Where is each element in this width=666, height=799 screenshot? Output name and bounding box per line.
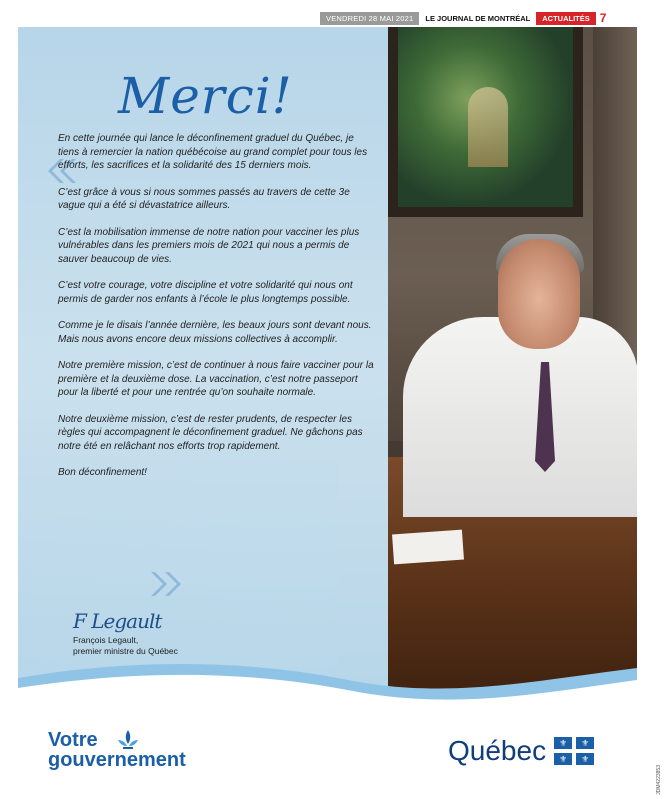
man-shirt [403, 317, 637, 517]
quebec-logo [448, 735, 594, 767]
header-date: VENDREDI 28 MAI 2021 [320, 12, 419, 25]
quebec-wordmark: Québec [448, 735, 547, 766]
message-panel [18, 27, 388, 717]
handwritten-signature: F Legault [73, 609, 162, 633]
quebec-flag-icon: ⚜ ⚜ ⚜ ⚜ [554, 737, 594, 765]
header-journal: LE JOURNAL DE MONTRÉAL [419, 12, 536, 25]
ad-code: JDM4223853 [656, 765, 662, 795]
painting [398, 27, 573, 207]
signer-title: premier ministre du Québec [73, 646, 178, 656]
logo-line-1: Votre [48, 729, 98, 751]
paragraph-5: Comme je le disais l’année dernière, les beaux jours sont devant nous. Mais nous avons encore deux missions collectives à accomplir. [58, 320, 372, 345]
paragraph-3: C’est la mobilisation immense de notre nation pour vacciner les plus vulnérables dans les premiers mois de 2021 qui nous a permis de sauver beaucoup de vies. [58, 226, 360, 265]
paragraph-7: Notre deuxième mission, c’est de rester prudents, de respecter les règles qui accompagnent le déconfinement graduel. Ne gâchons pas notre été en relâchant nos efforts trop rapidement. [58, 413, 363, 452]
votre-gouvernement-logo [48, 730, 186, 770]
fleur-de-lis-icon [116, 730, 140, 752]
desk-paper [392, 530, 464, 565]
page-header [320, 12, 640, 25]
paragraph-6: Notre première mission, c’est de continuer à nous faire vacciner pour la première et la deuxième dose. La vaccination, c’est notre passeport pour la liberté et pour une rentrée qu’on souhaite normale. [58, 360, 374, 398]
man-head [498, 239, 580, 349]
signer-name: François Legault, [73, 635, 139, 645]
message-body [58, 132, 376, 493]
quote-close-icon [151, 570, 185, 598]
header-page-number: 7 [599, 11, 607, 25]
headline: Merci! [118, 67, 293, 125]
logo-line-2: gouvernement [48, 749, 186, 771]
paragraph-8: Bon déconfinement! [58, 467, 147, 478]
paragraph-2: C’est grâce à vous si nous sommes passés au travers de cette 3e vague qui a été si dévastatrice ailleurs. [58, 186, 350, 211]
header-section: ACTUALITÉS [536, 12, 596, 25]
paragraph-1: En cette journée qui lance le déconfinement graduel du Québec, je tiens à remercier la nation québécoise au grand complet pour tous les efforts, les sacrifices et la solidarité des 15 derniers mois. [58, 133, 368, 171]
paragraph-4: C’est votre courage, votre discipline et votre solidarité qui nous ont permis de garder nos enfants à l’école le plus longtemps possible. [58, 280, 353, 305]
